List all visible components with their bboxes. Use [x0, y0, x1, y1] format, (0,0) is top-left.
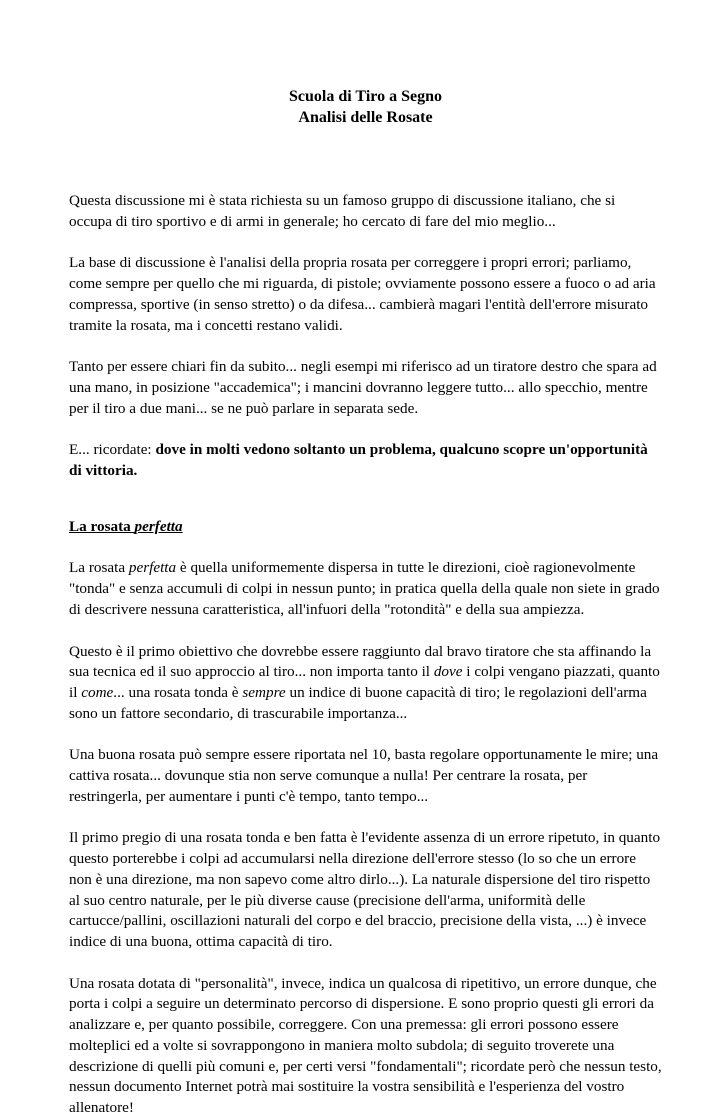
motto-lead: E... ricordate: [69, 441, 156, 459]
text-run: Questo è il primo obiettivo che dovrebbe essere raggiunto dal bravo tiratore che sta affinando la sua tecnica ed il suo approccio al tiro... non importa tanto il [69, 642, 652, 681]
italic-run: come [81, 683, 114, 701]
section-paragraph-4: Il primo pregio di una rosata tonda e ben fatta è l'evidente assenza di un errore ripetuto, in quanto questo porterebbe i colpi ad accumularsi nella direzione dell'errore stesso (lo so che un errore non è una direzione, ma non sapevo come altro dirlo...). La naturale dispersione del tiro rispetto al suo centro naturale, per le più diverse cause (precisione dell'arma, uniformità delle cartucce/pallini, oscillazioni naturali del corpo e del braccio, precisione della vista, ...) è invece indice di una buona, ottima capacità di tiro. [69, 829, 661, 950]
title-line-1: Scuola di Tiro a Segno [289, 88, 442, 105]
section-paragraph-2 [69, 642, 662, 725]
text-run: La rosata [69, 559, 129, 577]
intro-paragraph-3: Tanto per essere chiari fin da subito... negli esempi mi riferisco ad un tiratore destro che spara ad una mano, in posizione "accademica"; i mancini dovranno leggere tutto... allo specchio, mentre per il tiro a due mani... se ne può parlare in separata sede. [69, 358, 657, 417]
text-run: un indice di buone capacità di tiro; le regolazioni dell'arma sono un fattore secondario, di trascurabile importanza... [69, 683, 647, 722]
section-paragraph-3: Una buona rosata può sempre essere riportata nel 10, basta regolare opportunamente le mire; una cattiva rosata... dovunque stia non serve comunque a nulla! Per centrare la rosata, per restringerla, per aumentare i punti c'è tempo, tanto tempo... [69, 746, 659, 805]
title-line-2: Analisi delle Rosate [298, 109, 433, 126]
motto-bold: dove in molti vedono soltanto un problema, qualcuno scopre un'opportunità di vittoria. [69, 441, 648, 480]
text-run: è quella uniformemente dispersa in tutte le direzioni, cioè ragionevolmente "tonda" e senza accumuli di colpi in nessun punto; in pratica quella della quale non siete in grado di descrivere nessuna caratteristica, all'infuori della "rotondità" e della sua ampiezza. [69, 559, 660, 618]
intro-paragraph-1: Questa discussione mi è stata richiesta su un famoso gruppo di discussione italiano, che si occupa di tiro sportivo e di armi in generale; ho cercato di fare del mio meglio... [69, 192, 616, 230]
document-title [69, 86, 662, 128]
intro-paragraph-2: La base di discussione è l'analisi della propria rosata per correggere i propri errori; parliamo, come sempre per quello che mi riguarda, di pistole; ovviamente possono essere a fuoco o ad aria compressa, sportive (in senso stretto) o da difesa... cambierà magari l'entità dell'errore misurato tramite la rosata, ma i concetti restano validi. [69, 254, 656, 334]
text-run: i colpi vengano piazzati, quanto il [69, 663, 660, 701]
section-heading-plain: La rosata [69, 517, 135, 535]
intro-paragraph-4 [69, 440, 662, 481]
section-paragraph-1 [69, 558, 662, 620]
section-paragraph-5: Una rosata dotata di "personalità", invece, indica un qualcosa di ripetitivo, un errore dunque, che porta i colpi a seguire un determinato percorso di dispersione. E sono proprio questi gli errori da analizzare e, per quanto possibile, correggere. Con una premessa: gli errori possono essere molteplici ed a volte si sovrappongono in maniera molto subdola; di seguito troverete una descrizione di quelli più comuni e, per certi versi "fondamentali"; ricordate però che nessun testo, nessun documento Internet potrà mai sostituire la vostra sensibilità e l'esperienza del vostro allenatore! [69, 974, 662, 1116]
section-heading-italic: perfetta [134, 517, 183, 535]
italic-run: dove [433, 663, 463, 681]
italic-run: sempre [242, 683, 286, 701]
section-heading [69, 517, 662, 538]
italic-run: perfetta [128, 559, 177, 577]
text-run: ... una rosata tonda è [113, 683, 243, 701]
